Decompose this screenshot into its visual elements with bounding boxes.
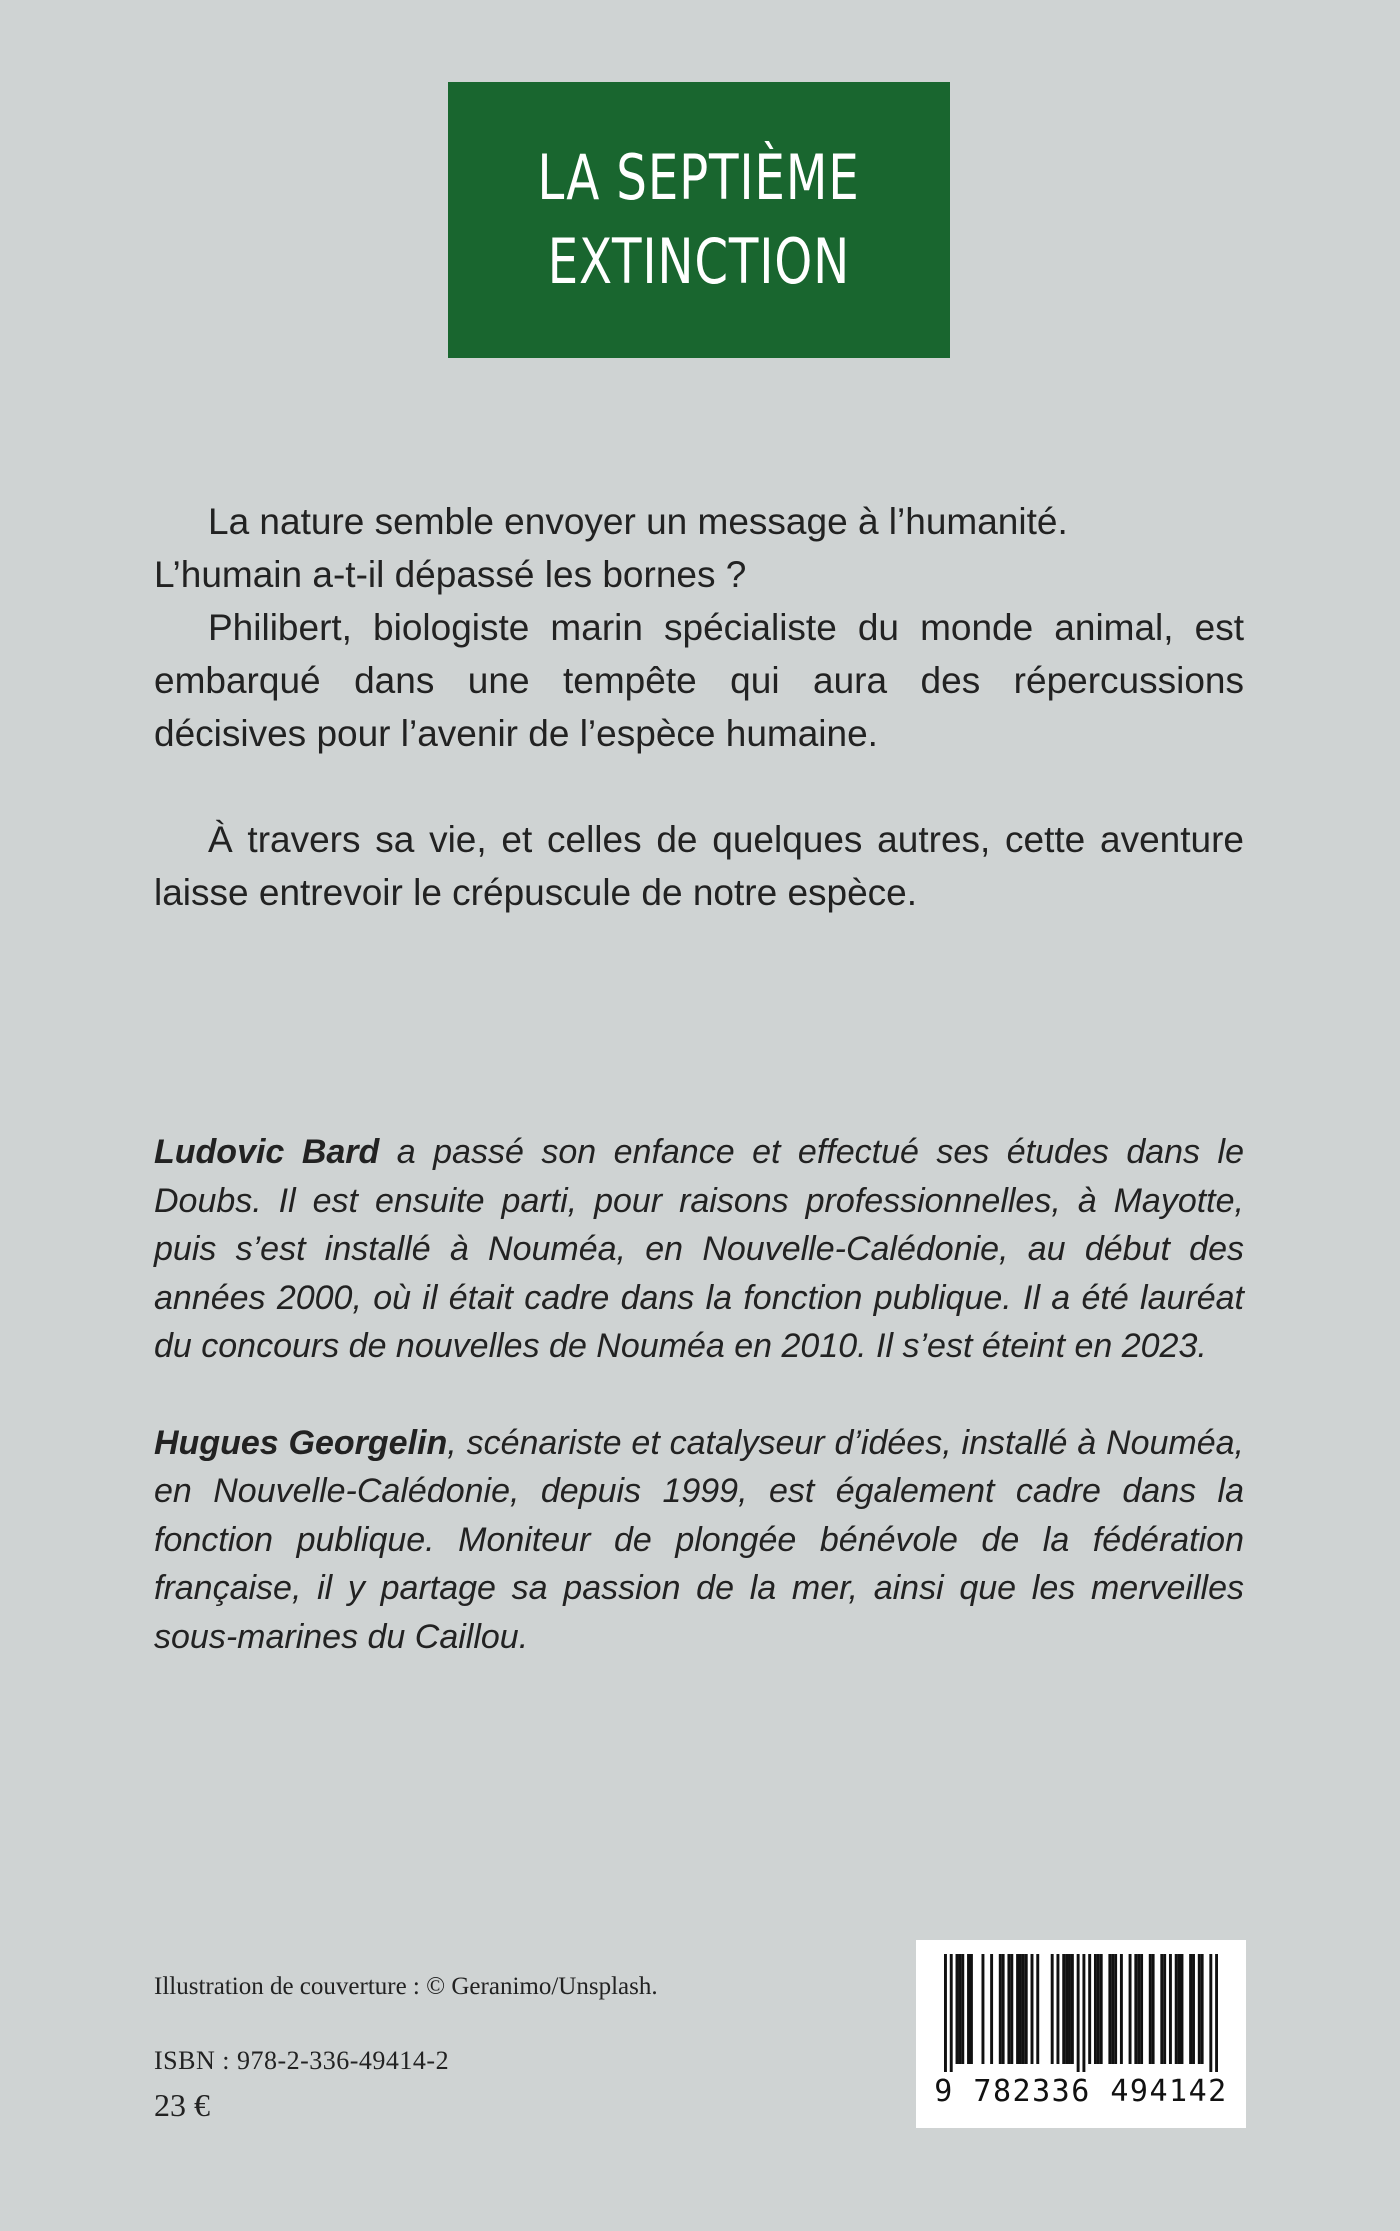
barcode-bar (1198, 1954, 1201, 2064)
barcode-bar (1181, 1954, 1184, 2064)
price: 23 € (154, 2087, 210, 2123)
barcode-bar (970, 1954, 973, 2064)
barcode-bar (967, 1954, 970, 2064)
barcode-bar (1129, 1954, 1132, 2064)
blurb-paragraph-2: L’humain a-t-il dépassé les bornes ? (154, 554, 747, 595)
barcode-bar (1007, 1954, 1010, 2064)
back-cover-blurb (154, 495, 1244, 919)
barcode-bar (1056, 1954, 1059, 2064)
barcode-bar (1215, 1954, 1218, 2072)
author-name: Ludovic Bard (154, 1133, 380, 1171)
barcode-bar (1002, 1954, 1005, 2064)
barcode-bar (1077, 1954, 1080, 2072)
barcode-bar (1163, 1954, 1166, 2064)
bio-ludovic-bard (154, 1128, 1244, 1371)
barcode-bar (950, 1954, 953, 2072)
bio-text: a passé son enfance et effectué ses études dans le Doubs. Il est ensuite parti, pour raisons professionnelles, à Mayotte, puis s’est installé à Nouméa, en Nouvelle-Calédonie, au début des années 2000, où il était cadre dans la fonction publique. Il a été lauréat du concours de nouvelles de Nouméa en 2010. Il s’est éteint en 2023. (154, 1133, 1244, 1365)
cover-illustration-credit: Illustration de couverture : © Geranimo/Unsplash. (154, 1973, 658, 2000)
barcode-bar (1178, 1954, 1181, 2064)
barcode-bar (1149, 1954, 1152, 2064)
barcode (916, 1940, 1246, 2128)
barcode-bar (1025, 1954, 1028, 2064)
isbn: ISBN : 978-2-336-49414-2 (154, 2046, 450, 2075)
barcode-bar (958, 1954, 961, 2064)
blurb-paragraph-1: La nature semble envoyer un message à l’humanité. (208, 501, 1068, 542)
barcode-bar (1071, 1954, 1074, 2064)
barcode-bar (1111, 1954, 1114, 2064)
title-line-1: LA SEPTIÈME (537, 141, 861, 214)
barcode-bar (1051, 1954, 1054, 2064)
barcode-bar (1065, 1954, 1068, 2064)
barcode-bar (1134, 1954, 1137, 2064)
barcode-bar (1036, 1954, 1039, 2064)
blurb-paragraph-4: À travers sa vie, et celles de quelques autres, cette aventure laisse entrevoir le crépuscule de notre espèce. (154, 819, 1244, 913)
barcode-bar (1137, 1954, 1140, 2064)
barcode-bar (1031, 1954, 1034, 2064)
barcode-bar (1120, 1954, 1123, 2064)
barcode-bar (1097, 1954, 1100, 2064)
title-line-2: EXTINCTION (547, 225, 851, 298)
barcode-bar (1100, 1954, 1103, 2064)
barcode-bars (944, 1954, 1218, 2072)
barcode-bar (1114, 1954, 1117, 2064)
barcode-bar (1189, 1954, 1192, 2064)
author-name: Hugues Georgelin (154, 1423, 448, 1462)
barcode-bar (944, 1954, 947, 2072)
barcode-digits: 9 782336 494142 (934, 2074, 1228, 2109)
bio-spacer (154, 1371, 1244, 1419)
bio-text: , scénariste et catalyseur d’idées, installé à Nouméa, en Nouvelle-Calédonie, depuis 1999, est également cadre dans la fonction publique. Moniteur de plongée bénévole de la fédération française, il y partage sa passion de la mer, ainsi que les merveilles sous-marines du Caillou. (154, 1423, 1244, 1656)
barcode-bar (1108, 1954, 1111, 2064)
barcode-bar (1169, 1954, 1172, 2064)
title-box (448, 82, 950, 358)
barcode-bar (961, 1954, 964, 2064)
barcode-bar (1088, 1954, 1091, 2064)
blurb-spacer (154, 760, 1244, 813)
barcode-bar (1068, 1954, 1071, 2064)
barcode-bar (1152, 1954, 1155, 2064)
barcode-bar (1010, 1954, 1013, 2064)
author-bios (154, 1128, 1244, 1661)
barcode-bar (1209, 1954, 1212, 2072)
barcode-bar (1192, 1954, 1195, 2064)
barcode-bar (990, 1954, 993, 2064)
barcode-bar (1019, 1954, 1022, 2064)
barcode-bar (956, 1954, 959, 2064)
barcode-bar (1016, 1954, 1019, 2064)
barcode-bar (1082, 1954, 1085, 2072)
barcode-bar (1062, 1954, 1065, 2064)
barcode-bar (1160, 1954, 1163, 2064)
blurb-paragraph-3: Philibert, biologiste marin spécialiste du monde animal, est embarqué dans une tempête qui aura des répercussions décisives pour l’avenir de l’espèce humaine. (154, 607, 1244, 754)
barcode-bar (1022, 1954, 1025, 2064)
barcode-bar (981, 1954, 984, 2064)
barcode-bar (1201, 1954, 1204, 2064)
barcode-bar (999, 1954, 1002, 2064)
barcode-bar (1094, 1954, 1097, 2064)
barcode-bar (1175, 1954, 1178, 2064)
bio-hugues-georgelin (154, 1419, 1244, 1662)
barcode-bar (1140, 1954, 1143, 2064)
